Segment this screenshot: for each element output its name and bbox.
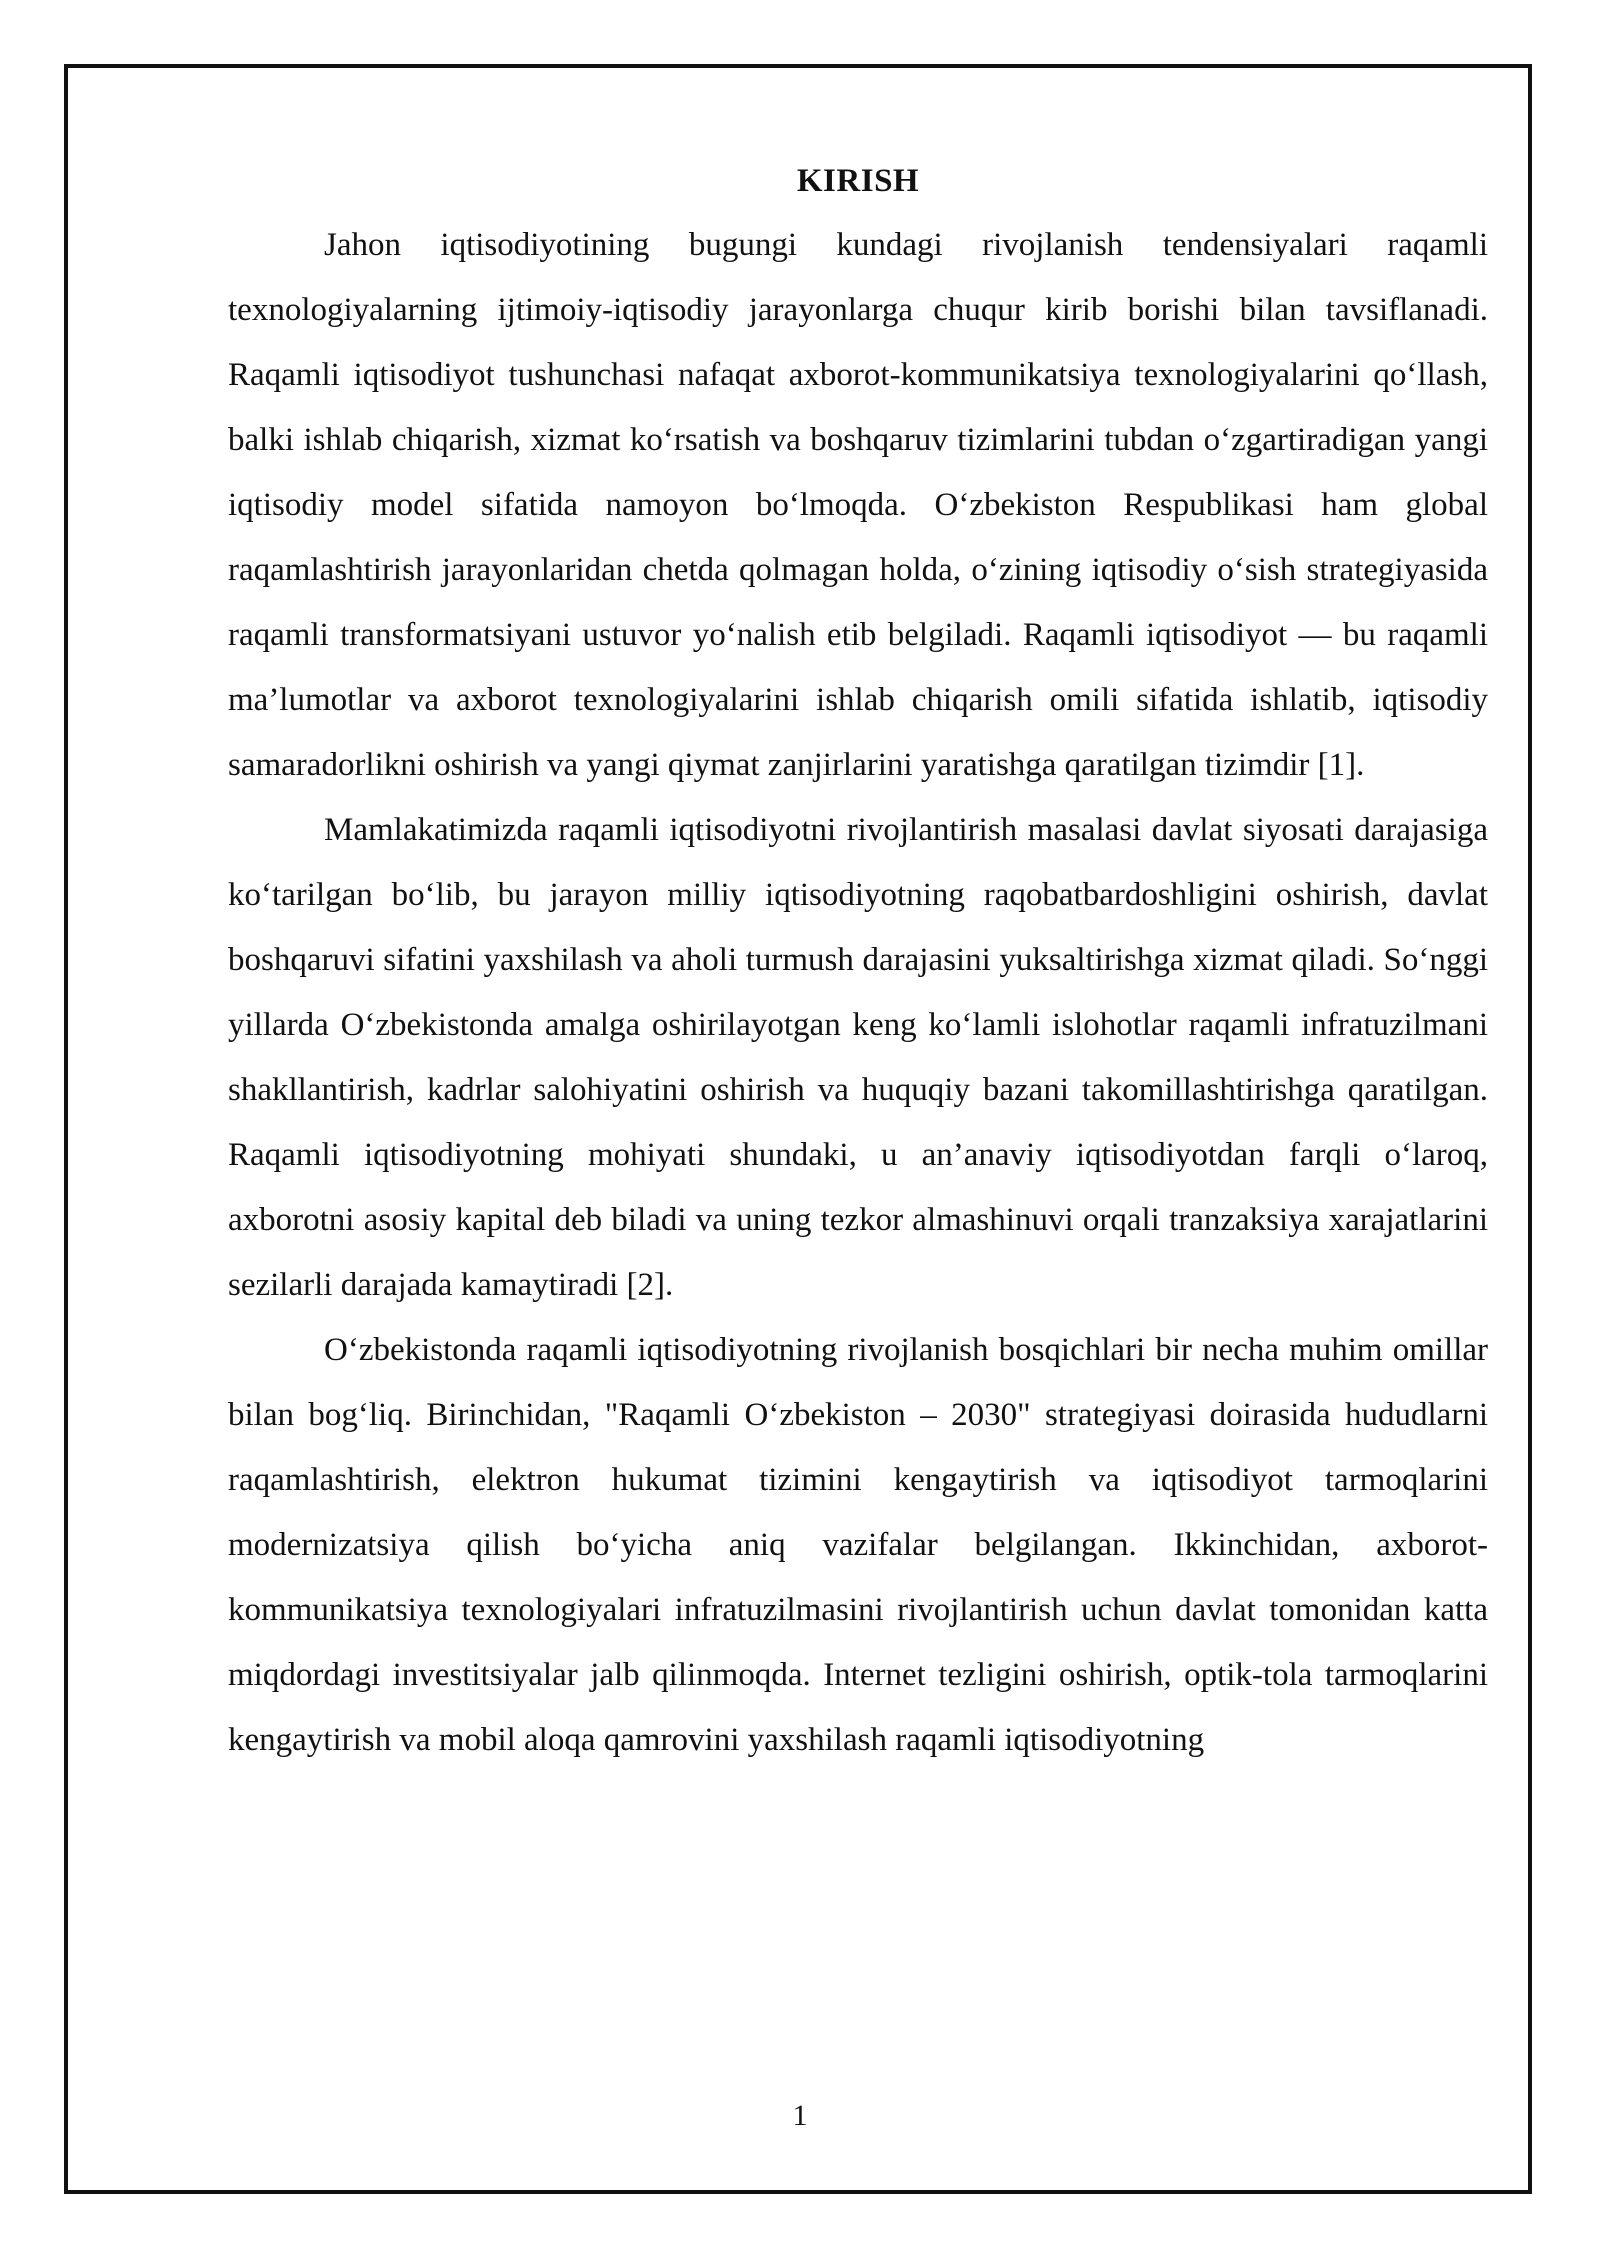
page-number: 1: [792, 2099, 808, 2132]
paragraph-1: Jahon iqtisodiyotining bugungi kundagi rivojlanish tendensiyalari raqamli texnologiyalarning ijtimoiy-iqtisodiy jarayonlarga chuqur kirib borishi bilan tavsiflanadi. Raqamli iqtisodiyot tushunchasi nafaqat axborot-kommunikatsiya texnologiyalarini qo‘llash, balki ishlab chiqarish, xizmat ko‘rsatish va boshqaruv tizimlarini tubdan o‘zgartiradigan yangi iqtisodiy model sifatida namoyon bo‘lmoqda. O‘zbekiston Respublikasi ham global raqamlashtirish jarayonlaridan chetda qolmagan holda, o‘zining iqtisodiy o‘sish strategiyasida raqamli transformatsiyani ustuvor yo‘nalish etib belgiladi. Raqamli iqtisodiyot — bu raqamli ma’lumotlar va axborot texnologiyalarini ishlab chiqarish omili sifatida ishlatib, iqtisodiy samaradorlikni oshirish va yangi qiymat zanjirlarini yaratishga qaratilgan tizimdir [1].: [228, 227, 1488, 783]
paragraph-2: Mamlakatimizda raqamli iqtisodiyotni rivojlantirish masalasi davlat siyosati darajasiga ko‘tarilgan bo‘lib, bu jarayon milliy iqtisodiyotning raqobatbardoshligini oshirish, davlat boshqaruvi sifatini yaxshilash va aholi turmush darajasini yuksaltirishga xizmat qiladi. So‘nggi yillarda O‘zbekistonda amalga oshirilayotgan keng ko‘lamli islohotlar raqamli infratuzilmani shakllantirish, kadrlar salohiyatini oshirish va huquqiy bazani takomillashtirishga qaratilgan. Raqamli iqtisodiyotning mohiyati shundaki, u an’anaviy iqtisodiyotdan farqli o‘laroq, axborotni asosiy kapital deb biladi va uning tezkor almashinuvi orqali tranzaksiya xarajatlarini sezilarli darajada kamaytiradi [2].: [228, 812, 1488, 1303]
document-body: [228, 155, 1488, 1773]
paragraph-3: O‘zbekistonda raqamli iqtisodiyotning rivojlanish bosqichlari bir necha muhim omillar bilan bog‘liq. Birinchidan, "Raqamli O‘zbekiston – 2030" strategiyasi doirasida hududlarni raqamlashtirish, elektron hukumat tizimini kengaytirish va iqtisodiyot tarmoqlarini modernizatsiya qilish bo‘yicha aniq vazifalar belgilangan. Ikkinchidan, axborot-kommunikatsiya texnologiyalari infratuzilmasini rivojlantirish uchun davlat tomonidan katta miqdordagi investitsiyalar jalb qilinmoqda. Internet tezligini oshirish, optik-tola tarmoqlarini kengaytirish va mobil aloqa qamrovini yaxshilash raqamli iqtisodiyotning: [228, 1332, 1488, 1758]
document-title: KIRISH: [796, 163, 920, 199]
